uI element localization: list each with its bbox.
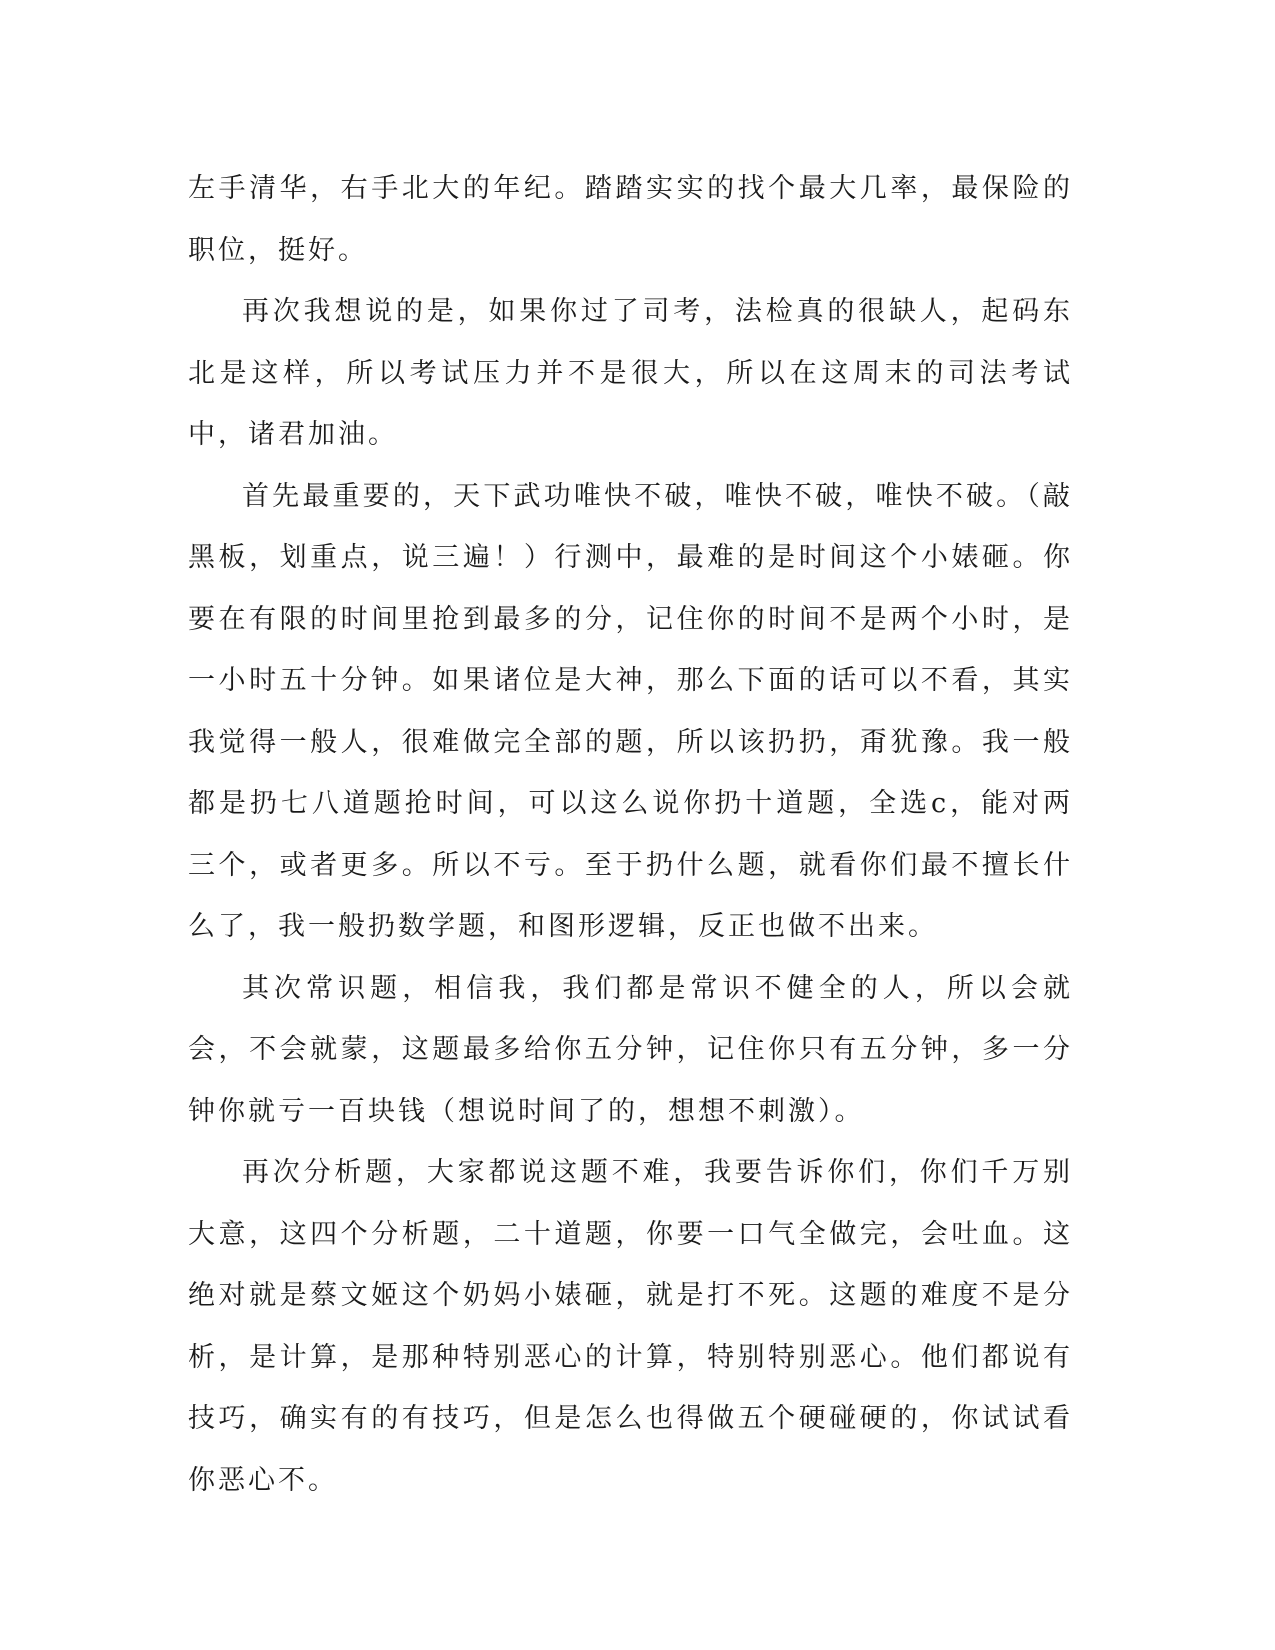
paragraph-2: 再次我想说的是，如果你过了司考，法检真的很缺人，起码东北是这样，所以考试压力并不是很大，所以在这周末的司法考试中，诸君加油。 <box>188 296 1073 450</box>
paragraph-4: 其次常识题，相信我，我们都是常识不健全的人，所以会就会，不会就蒙，这题最多给你五分钟，记住你只有五分钟，多一分钟你就亏一百块钱（想说时间了的，想想不刺激）。 <box>188 972 1073 1127</box>
paragraph-3: 首先最重要的，天下武功唯快不破，唯快不破，唯快不破。（敲黑板，划重点，说三遍！）行测中，最难的是时间这个小婊砸。你要在有限的时间里抢到最多的分，记住你的时间不是两个小时，是一小时五十分钟。如果诸位是大神，那么下面的话可以不看，其实我觉得一般人，很难做完全部的题，所以该扔扔，甭犹豫。我一般都是扔七八道题抢时间，可以这么说你扔十道题，全选c，能对两三个，或者更多。所以不亏。至于扔什么题，就看你们最不擅长什么了，我一般扔数学题，和图形逻辑，反正也做不出来。 <box>188 480 1073 942</box>
document-body <box>188 158 1073 1511</box>
paragraph-1: 左手清华，右手北大的年纪。踏踏实实的找个最大几率，最保险的职位，挺好。 <box>188 173 1073 266</box>
paragraph-5: 再次分析题，大家都说这题不难，我要告诉你们，你们千万别大意，这四个分析题，二十道题，你要一口气全做完，会吐血。这绝对就是蔡文姬这个奶妈小婊砸，就是打不死。这题的难度不是分析，是计算，是那种特别恶心的计算，特别特别恶心。他们都说有技巧，确实有的有技巧，但是怎么也得做五个硬碰硬的，你试试看你恶心不。 <box>188 1157 1073 1496</box>
